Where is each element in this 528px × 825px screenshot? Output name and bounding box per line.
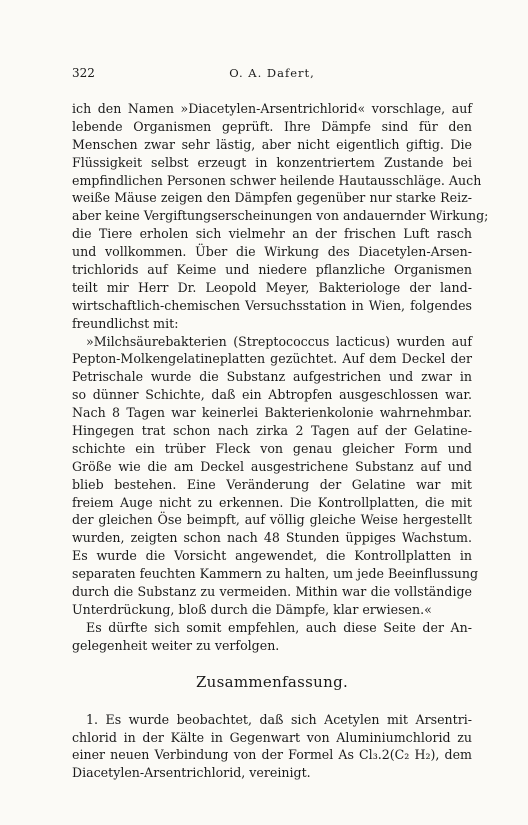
text-line: chlorid in der Kälte in Gegenwart von Aluminiumchlorid zu [72,729,472,745]
text-line: wirtschaftlich-chemischen Versuchsstation in Wien, folgendes [72,297,472,313]
text-line: freiem Auge nicht zu erkennen. Die Kontrollplatten, die mit [72,494,472,510]
text-line: »Milchsäurebakterien (Streptococcus lacticus) wurden auf [86,333,472,349]
text-line: schichte ein trüber Fleck von genau gleicher Form und [72,440,472,456]
text-line: und vollkommen. Über die Wirkung des Diacetylen-Arsen- [72,244,472,260]
text-line: Es wurde die Vorsicht angewendet, die Kontrollplatten in [72,548,472,564]
text-line: Es dürfte sich somit empfehlen, auch diese Seite der An- [86,619,472,635]
text-line: Flüssigkeit selbst erzeugt in konzentriertem Zustande bei [72,154,472,170]
text-line: Unterdrückung, bloß durch die Dämpfe, klar erwiesen.« [72,601,432,617]
text-line: Diacetylen-Arsentrichlorid, vereinigt. [72,765,311,781]
text-line: ich den Namen »Diacetylen-Arsentrichlorid« vorschlage, auf [72,101,472,116]
text-line: Größe wie die am Deckel ausgestrichene Substanz auf und [72,458,472,474]
text-line: aber keine Vergiftungserscheinungen von andauernder Wirkung; [72,208,489,224]
paragraph-1 [72,100,489,333]
text-line: Hingegen trat schon nach zirka 2 Tagen auf der Gelatine- [72,423,472,439]
summary-item-1 [72,711,472,783]
text-line: Pepton-Molkengelatineplatten gezüchtet. Auf dem Deckel der [72,351,472,367]
text-line: weiße Mäuse zeigen den Dämpfen gegenüber nur starke Reiz- [72,190,472,206]
text-line: einer neuen Verbindung von der Formel As Cl₃.2(C₂ H₂), dem [72,747,472,763]
text-line: die Tiere erholen sich vielmehr an der frischen Luft rasch [72,226,472,242]
text-line: so dünner Schichte, daß ein Abtropfen ausgeschlossen war. [72,387,472,403]
text-line: trichlorids auf Keime und niedere pflanzliche Organismen [72,262,472,278]
text-line: lebende Organismen geprüft. Ihre Dämpfe sind für den [72,118,472,134]
paragraph-2-quote [72,333,479,619]
text-line: blieb bestehen. Eine Veränderung der Gelatine war mit [72,476,472,492]
text-line: separaten feuchten Kammern zu halten, um jede Beeinflussung [72,566,479,582]
page-body [72,100,489,782]
page-number: 322 [72,66,95,80]
text-line: 1. Es wurde beobachtet, daß sich Acetylen mit Arsentri- [86,711,472,727]
paragraph-3 [72,619,472,655]
text-line: teilt mir Herr Dr. Leopold Meyer, Bakteriologe der land- [72,279,472,295]
text-line: Petrischale wurde die Substanz aufgestrichen und zwar in [72,369,472,385]
text-line: wurden, zeigten schon nach 48 Stunden üppiges Wachstum. [72,530,472,546]
text-line: empfindlichen Personen schwer heilende Hautausschläge. Auch [72,172,482,188]
text-line: freundlichst mit: [72,315,179,331]
text-line: der gleichen Öse beimpft, auf völlig gleiche Weise hergestellt [72,512,472,528]
text-line: Menschen zwar sehr lästig, aber nicht eigentlich giftig. Die [72,136,472,152]
text-line: gelegenheit weiter zu verfolgen. [72,637,280,653]
running-head: O. A. Dafert, [229,66,315,80]
section-heading: Zusammenfassung. [195,672,349,691]
text-line: durch die Substanz zu vermeiden. Mithin war die vollständige [72,584,472,600]
page-header [72,66,472,84]
text-line: Nach 8 Tagen war keinerlei Bakterienkolonie wahrnehmbar. [72,405,472,421]
